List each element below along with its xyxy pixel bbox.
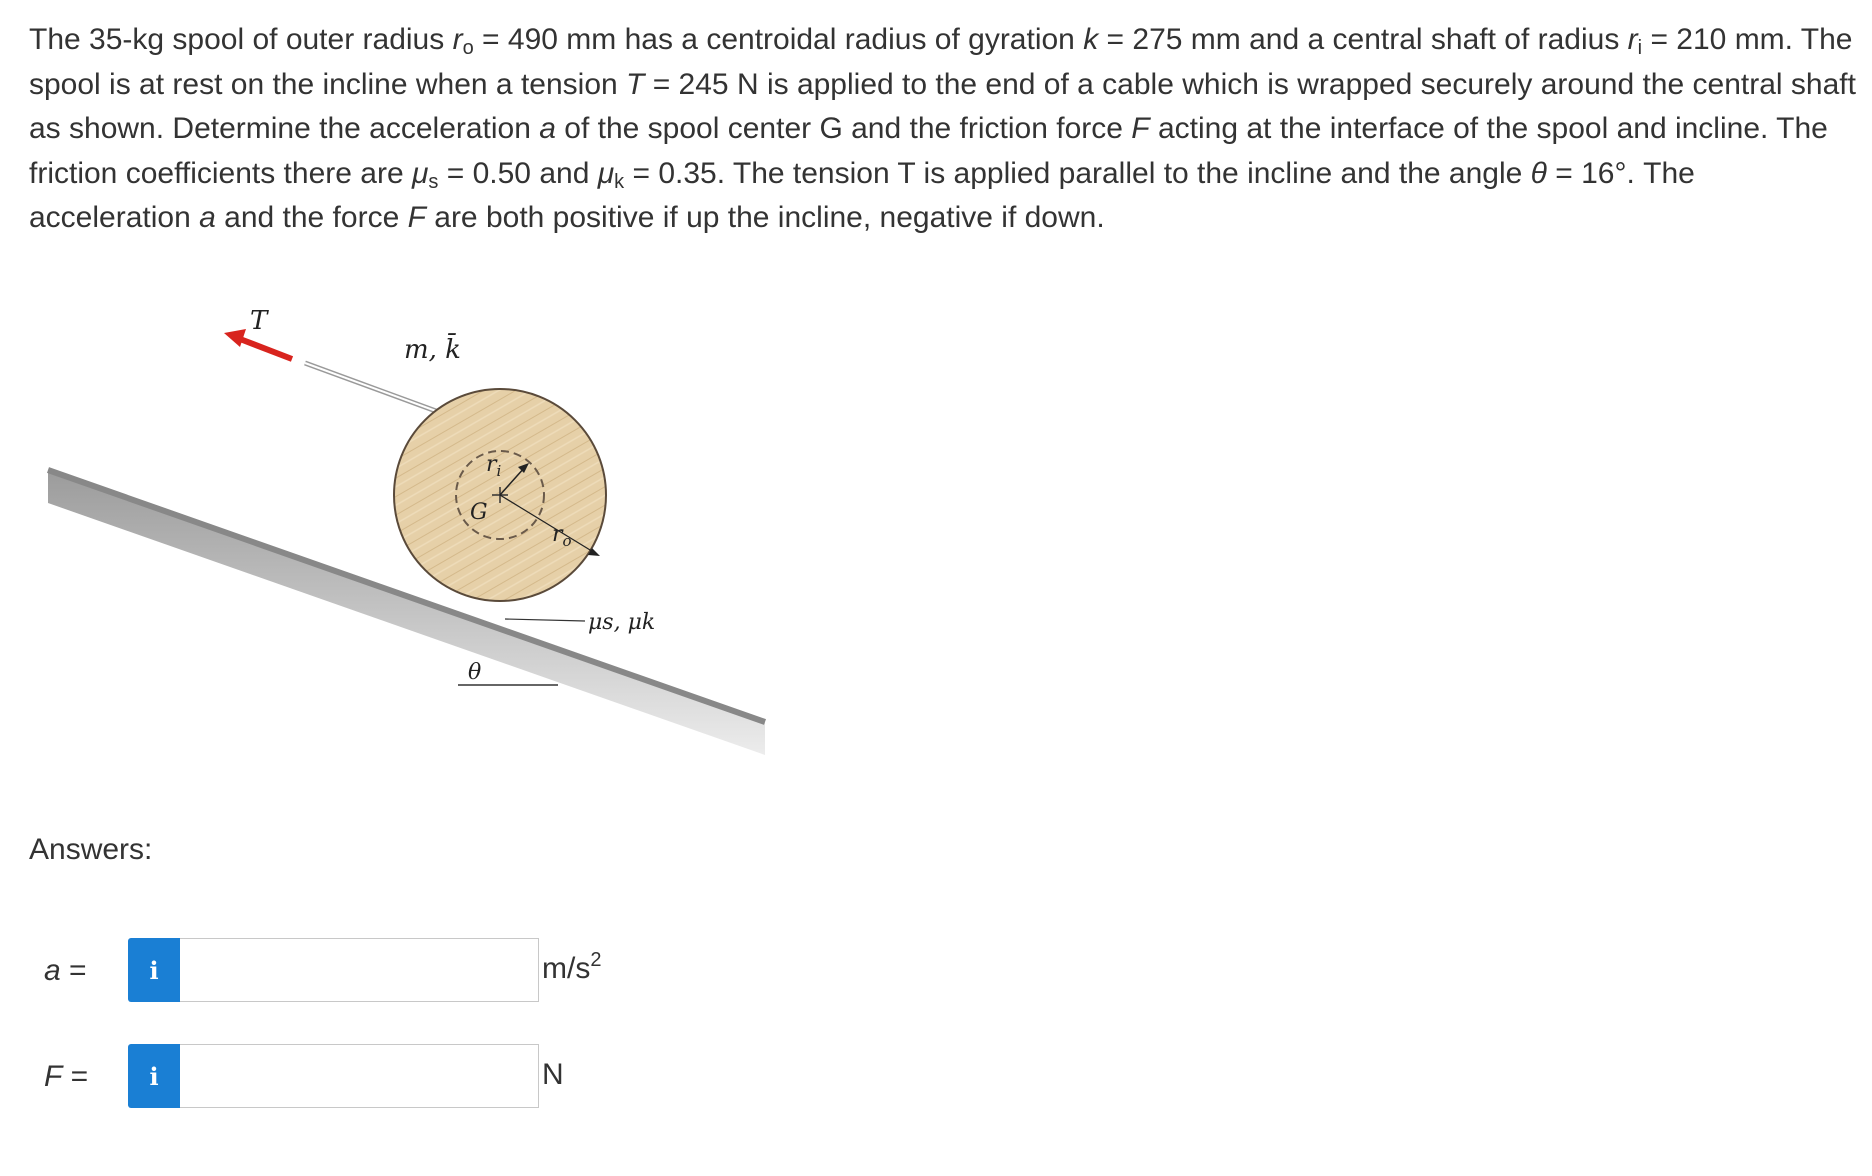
tension-label: T [250,306,268,336]
spool-diagram [40,295,780,765]
friction-leader [505,619,585,621]
inner-radius-label: $r_i$ [486,452,502,480]
info-icon[interactable]: i [128,1044,180,1108]
answer-row-F [0,1044,900,1110]
answer-F-input[interactable] [180,1044,539,1108]
mass-gyration-label: m, k̄ [404,335,461,365]
info-icon[interactable]: i [128,938,180,1002]
answer-F-unit: N [542,1058,564,1091]
answer-row-a [0,938,900,1004]
tension-arrow [240,339,292,359]
theta-label: θ [468,660,482,685]
outer-radius-label: $r_o$ [552,522,572,550]
answer-F-label: F = [44,1060,89,1093]
answer-a-label: a = [44,954,87,987]
answers-heading: Answers: [29,833,153,866]
answer-a-unit: $m/s^2$ [542,949,602,985]
problem-statement: The 35-kg spool of outer radius $r_o = 490$ mm has a centroidal radius of gyration k = 275 mm and a central shaft of radius $r_i = 210$ mm. The spool is at rest on the incline when a tension T = 245 N is applied to the end of a cable which is wrapped securely around the central shaft as shown. Determine the acceleration a of the spool center G and the friction force F acting at the interface of the spool and incline. The friction coefficients there are $\mu_s = 0.50$ and $\mu_k = 0.35$. The tension T is applied parallel to the incline and the angle θ = 16°. The acceleration a and the force F are both positive if up the incline, negative if down. [29,23,1856,234]
center-label: G [470,500,488,525]
answer-a-input[interactable] [180,938,539,1002]
friction-coefficients-label: μs, μk [588,610,656,635]
